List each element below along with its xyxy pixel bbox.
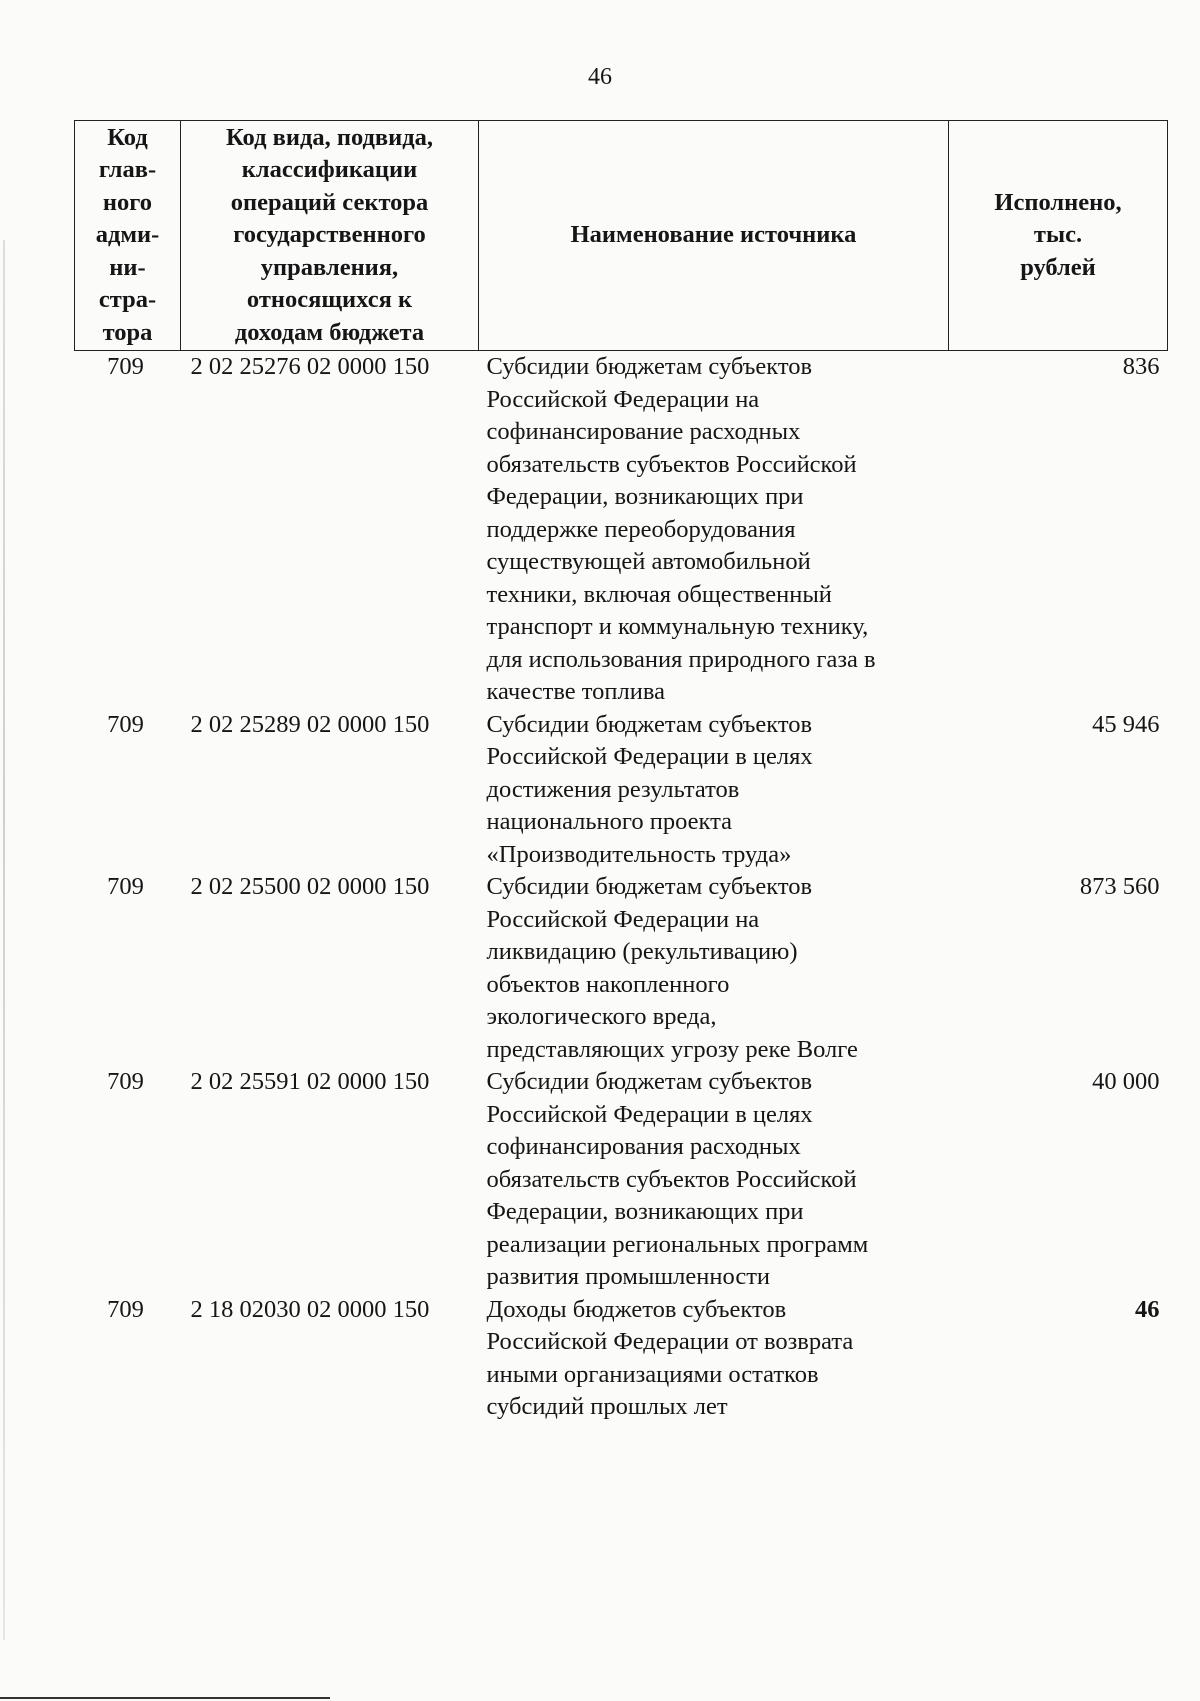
header-amount-line: тыс. bbox=[1033, 221, 1083, 249]
source-name-cell: Субсидии бюджетам субъектов Российской Федерации на ликвидацию (рекультивацию) объектов накопленного экологического вреда, представляющих угрозу реке Волге bbox=[486, 873, 858, 1063]
header-classification-code-line: классификации bbox=[241, 156, 418, 184]
header-row bbox=[75, 121, 1168, 351]
scan-margin-shadow bbox=[3, 240, 5, 1640]
header-classification-code-line: операций сектора bbox=[230, 188, 429, 216]
header-admin-code-line: ни- bbox=[109, 253, 146, 281]
table-row bbox=[75, 1294, 1168, 1424]
source-name-cell: Доходы бюджетов субъектов Российской Федерации от возврата иными организациями остатков субсидий прошлых лет bbox=[486, 1295, 854, 1420]
table-row bbox=[75, 1066, 1168, 1294]
table-header bbox=[75, 121, 1168, 351]
amount-cell: 40 000 bbox=[1092, 1068, 1160, 1095]
header-admin-code-line: Код bbox=[107, 123, 148, 151]
header-classification-code-line: относящихся к bbox=[246, 286, 413, 314]
header-classification-code-line: доходам бюджета bbox=[234, 318, 425, 346]
scan-edge-line bbox=[0, 1697, 330, 1699]
page-number: 46 bbox=[588, 64, 612, 90]
header-classification-code-line: управления, bbox=[260, 253, 399, 281]
admin-code-cell: 709 bbox=[107, 710, 144, 738]
amount-cell: 46 bbox=[1135, 1295, 1160, 1323]
classification-code-cell: 2 02 25591 02 0000 150 bbox=[190, 1068, 430, 1095]
header-classification-code bbox=[181, 121, 479, 351]
amount-cell: 836 bbox=[1122, 353, 1160, 380]
amount-cell: 873 560 bbox=[1079, 873, 1160, 900]
header-admin-code-line: адми- bbox=[95, 221, 160, 249]
classification-code-cell: 2 02 25500 02 0000 150 bbox=[190, 873, 430, 900]
header-amount-line: Исполнено, bbox=[994, 188, 1122, 216]
header-source-name-line: Наименование источника bbox=[570, 221, 857, 249]
source-name-cell: Субсидии бюджетам субъектов Российской Федерации в целях софинансирования расходных обязательств субъектов Российской Федерации, возникающих при реализации региональных программ развития промышленности bbox=[486, 1068, 869, 1290]
table-row bbox=[75, 351, 1168, 709]
header-classification-code-line: Код вида, подвида, bbox=[225, 123, 434, 151]
header-admin-code-line: стра- bbox=[98, 286, 157, 314]
header-admin-code-line: глав- bbox=[98, 156, 157, 184]
classification-code-cell: 2 18 02030 02 0000 150 bbox=[190, 1295, 430, 1323]
classification-code-cell: 2 02 25289 02 0000 150 bbox=[190, 710, 430, 738]
header-amount bbox=[949, 121, 1168, 351]
header-admin-code-line: ного bbox=[102, 188, 153, 216]
admin-code-cell: 709 bbox=[107, 873, 144, 900]
table-row bbox=[75, 871, 1168, 1066]
header-admin-code bbox=[75, 121, 181, 351]
amount-cell: 45 946 bbox=[1092, 710, 1160, 738]
source-name-cell: Субсидии бюджетам субъектов Российской Федерации в целях достижения результатов национального проекта «Производительность труда» bbox=[486, 710, 813, 868]
admin-code-cell: 709 bbox=[107, 1295, 144, 1323]
header-source-name bbox=[479, 121, 949, 351]
header-amount-line: рублей bbox=[1020, 253, 1096, 281]
table-body bbox=[75, 351, 1168, 1424]
revenue-table bbox=[74, 120, 1168, 1424]
table-row bbox=[75, 709, 1168, 872]
header-admin-code-line: тора bbox=[102, 318, 153, 346]
admin-code-cell: 709 bbox=[107, 1068, 144, 1095]
header-classification-code-line: государственного bbox=[233, 221, 426, 249]
classification-code-cell: 2 02 25276 02 0000 150 bbox=[190, 353, 430, 380]
admin-code-cell: 709 bbox=[107, 353, 144, 380]
source-name-cell: Субсидии бюджетам субъектов Российской Федерации на софинансирование расходных обязательств субъектов Российской Федерации, возникающих при поддержке переоборудования существующей автомобильной техники, включая общественный транспорт и коммунальную технику, для использования природного газа в качестве топлива bbox=[486, 353, 876, 705]
